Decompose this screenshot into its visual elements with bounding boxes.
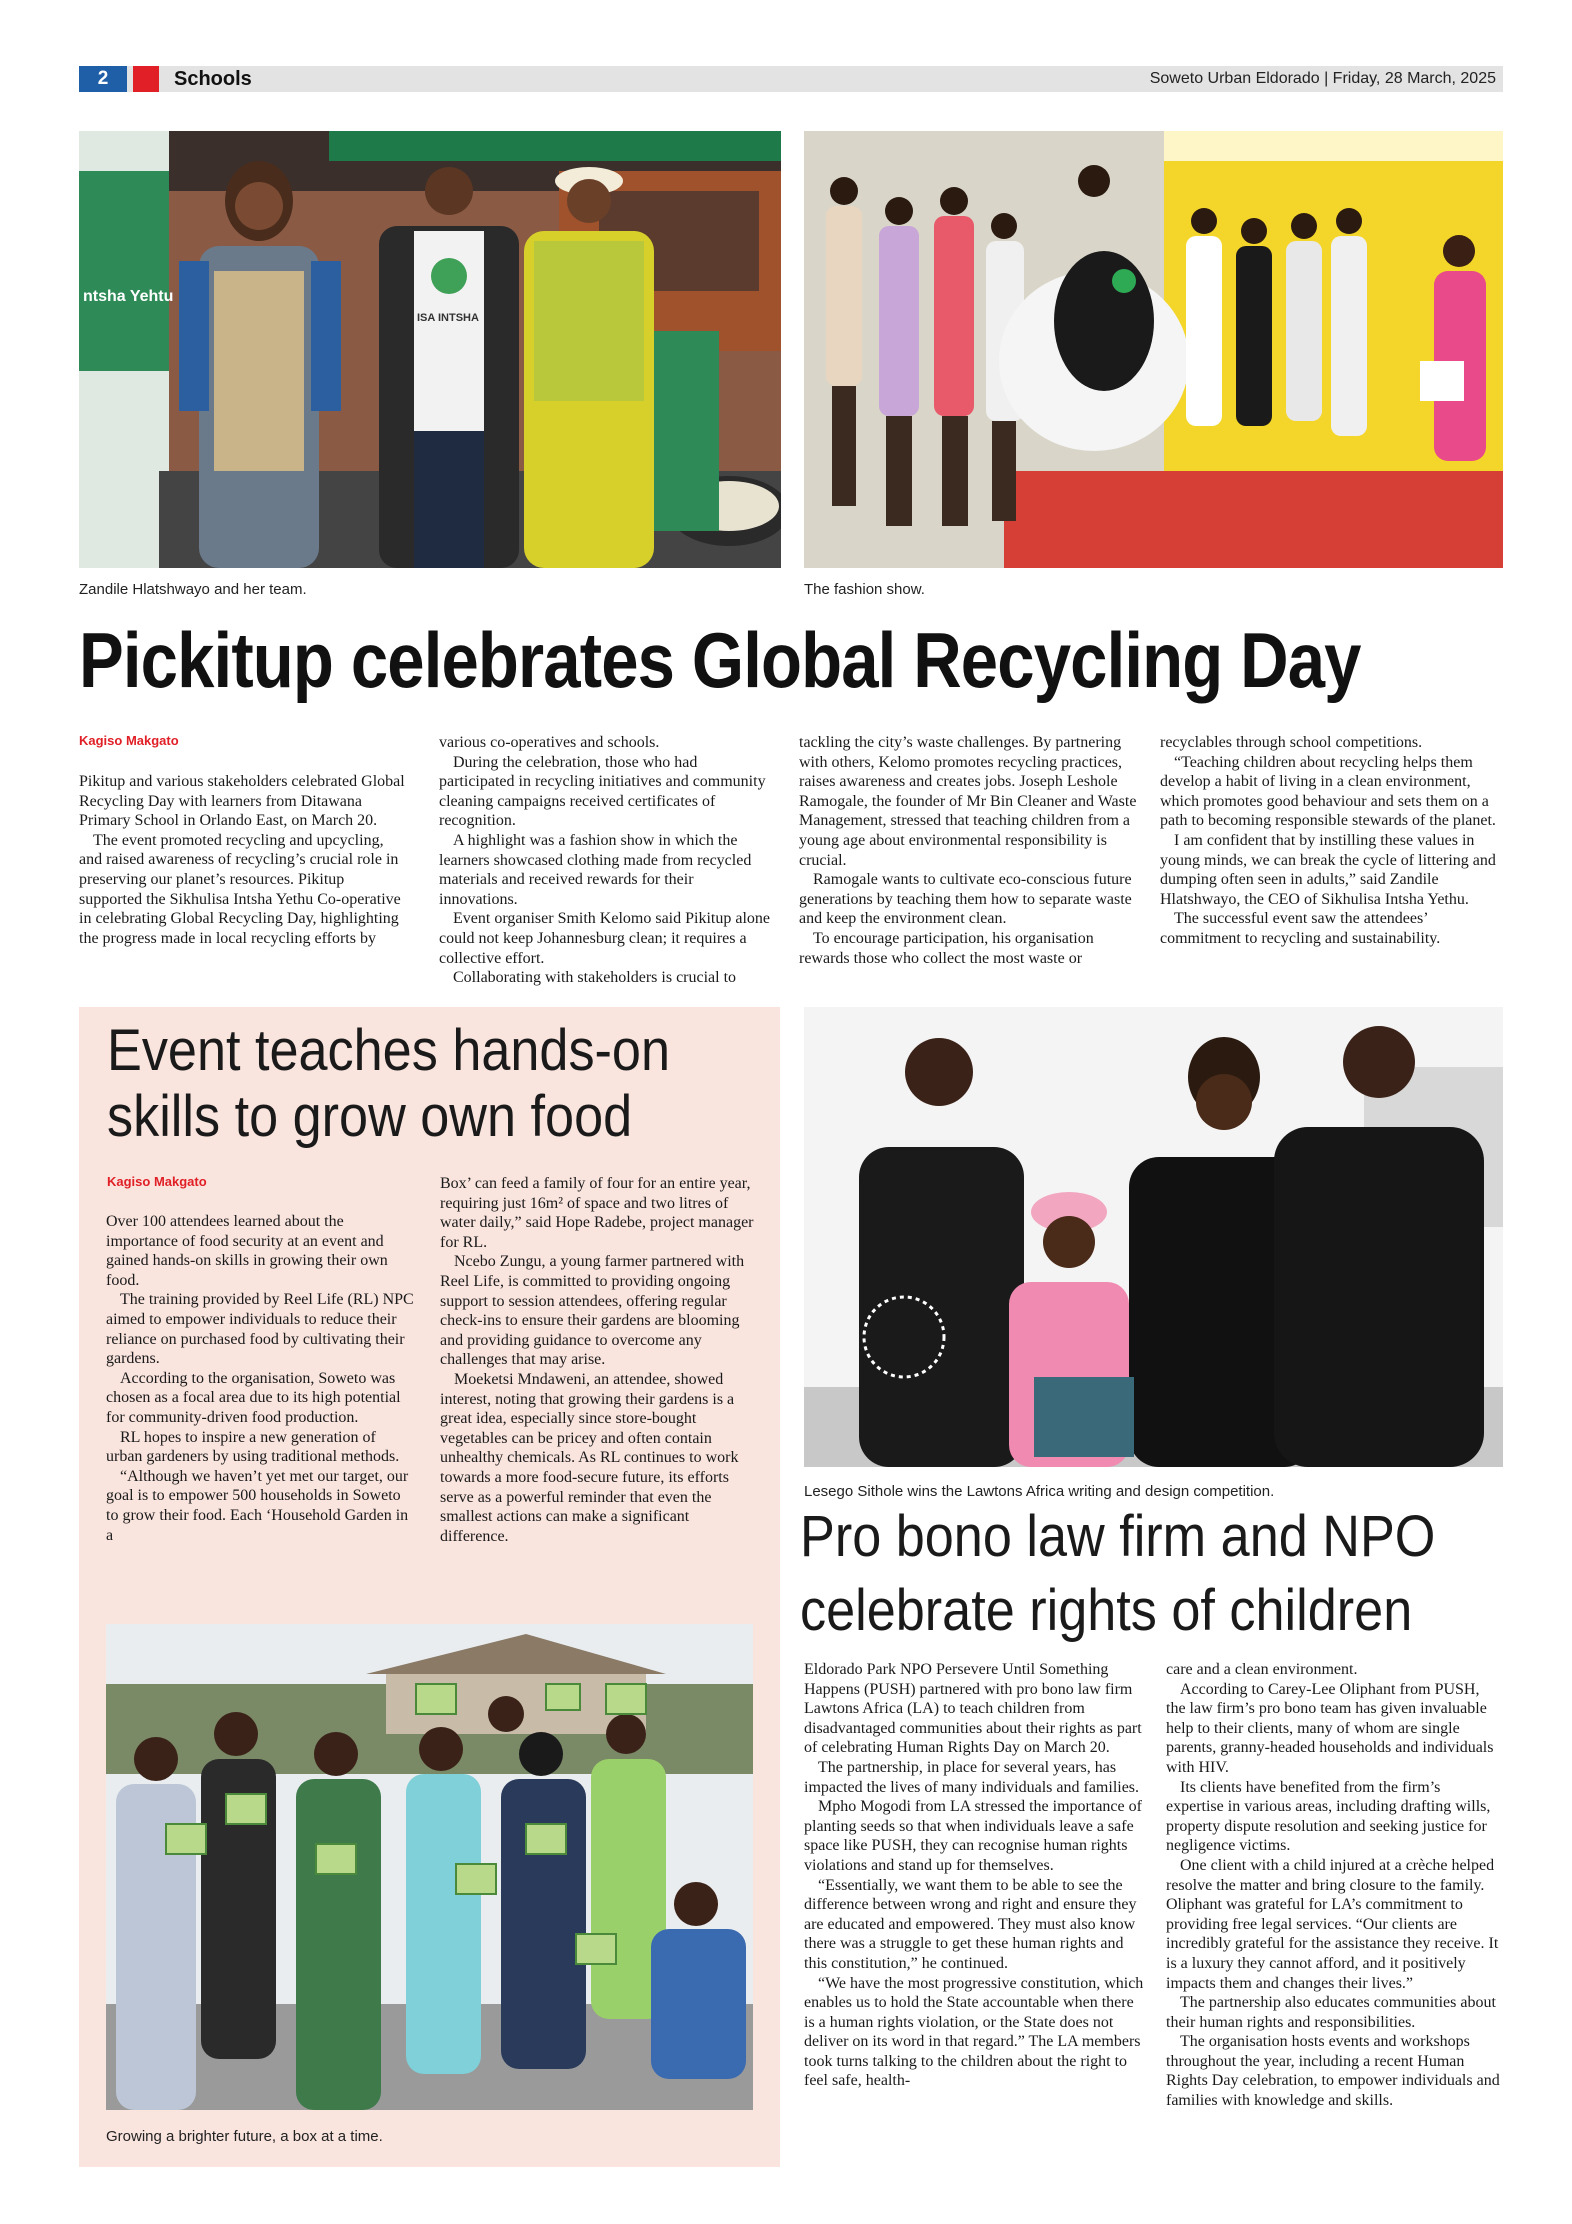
paragraph: “Essentially, we want them to be able to see the difference between wrong and right and ensure they are educated and empowered. They must also know there was a struggle to get these human rights and this constitution,” he continued. — [804, 1876, 1137, 1972]
paragraph: Moeketsi Mndaweni, an attendee, showed interest, noting that growing their gardens is a great idea, especially since store-bought vegetables can be pricey and often contain unhealthy chemicals. As RL continues to work towards a more food-secure future, its efforts serve as a powerful reminder that even the smallest actions can make a significant difference. — [440, 1370, 739, 1545]
article3-column-2 — [1166, 1660, 1502, 2111]
article3-headline: Pro bono law firm and NPO celebrate rights of children — [800, 1504, 1436, 1643]
lawtons-photo-caption: Lesego Sithole wins the Lawtons Africa writing and design competition. — [804, 1483, 1275, 1500]
team-photo-caption: Zandile Hlatshwayo and her team. — [79, 581, 307, 598]
article1-column-2 — [439, 733, 775, 988]
article1-column-1 — [79, 772, 409, 948]
paragraph: The training provided by Reel Life (RL) NPC aimed to empower individuals to reduce their reliance on purchased food by cultivating their gardens. — [106, 1291, 414, 1368]
dateline: Soweto Urban Eldorado | Friday, 28 March, 2025 — [1149, 70, 1496, 87]
paragraph: Mpho Mogodi from LA stressed the importance of planting seeds so that when individuals leave a safe space like PUSH, they can recognise human rights violations and stand up for themselves. — [804, 1798, 1142, 1874]
shirt-text: ISA INTSHA — [417, 312, 479, 324]
paragraph: The successful event saw the attendees’ commitment to recycling and sustainability. — [1160, 910, 1441, 947]
paragraph: Ncebo Zungu, a young farmer partnered with Reel Life, is committed to providing ongoing support to session attendees, offering regular check-ins to ensure their gardens are blooming and providing guidance to overcome any challenges that may arise. — [440, 1253, 745, 1369]
garden-photo — [106, 1624, 753, 2110]
paragraph: The partnership, in place for several years, has impacted the lives of many individuals and families. — [804, 1758, 1140, 1796]
paragraph: The organisation hosts events and workshops throughout the year, including a recent Human Rights Day celebration, to empower individuals and families with knowledge and skills. — [1166, 2033, 1500, 2110]
paragraph: A highlight was a fashion show in which the learners showcased clothing made from recycled materials and received rewards for their innovations. — [439, 831, 752, 908]
paragraph: Pikitup and various stakeholders celebrated Global Recycling Day with learners from Ditawana Primary School in Orlando East, on March 20. — [79, 773, 405, 830]
article3-column-1 — [804, 1660, 1144, 2091]
article1-byline: Kagiso Makgato — [79, 733, 179, 748]
banner-text: ntsha Yehtu — [83, 288, 174, 305]
paragraph: During the celebration, those who had participated in recycling initiatives and community cleaning campaigns received certificates of recognition. — [439, 753, 766, 830]
paragraph: various co-operatives and schools. — [439, 734, 660, 751]
paragraph: Ramogale wants to cultivate eco-conscious future generations by teaching them how to separate waste and keep the environment clean. — [799, 871, 1132, 928]
lawtons-photo — [804, 1007, 1503, 1467]
article1-headline: Pickitup celebrates Global Recycling Day — [79, 616, 1361, 704]
paragraph: “Although we haven’t yet met our target, our goal is to empower 500 households in Soweto to grow their food. Each ‘Household Garden in a — [106, 1467, 409, 1544]
paragraph: Event organiser Smith Kelomo said Pikitup alone could not keep Johannesburg clean; it requires a collective effort. — [439, 910, 770, 967]
article2-column-1 — [106, 1212, 416, 1545]
paragraph: The partnership also educates communities about their human rights and responsibilities. — [1166, 1994, 1496, 2031]
paragraph: Collaborating with stakeholders is crucial to — [453, 969, 737, 987]
article2-byline: Kagiso Makgato — [107, 1174, 207, 1189]
article2-headline: Event teaches hands-on skills to grow own food — [107, 1018, 670, 1149]
paragraph: care and a clean environment. — [1166, 1661, 1358, 1678]
page-number: 2 — [79, 66, 127, 92]
article2-column-2 — [440, 1174, 760, 1546]
paragraph: Its clients have benefited from the firm’s expertise in various areas, including drafting wills, property dispute resolution and seeking justice for negligence victims. — [1166, 1778, 1491, 1855]
section-name: Schools — [174, 68, 252, 90]
paragraph: Over 100 attendees learned about the importance of food security at an event and gained hands-on skills in growing their own food. — [106, 1213, 388, 1289]
paragraph: According to Carey-Lee Oliphant from PUSH, the law firm’s pro bono team has given invaluable help to their clients, many of whom are single parents, granny-headed households and individuals with HIV. — [1166, 1680, 1494, 1776]
team-photo — [79, 131, 781, 568]
paragraph: RL hopes to inspire a new generation of urban gardeners by using traditional methods. — [106, 1428, 400, 1466]
fashion-show-photo — [804, 131, 1503, 568]
article1-column-3 — [799, 733, 1139, 968]
fashion-show-caption: The fashion show. — [804, 581, 925, 598]
paragraph: Eldorado Park NPO Persevere Until Something Happens (PUSH) partnered with pro bono law firm Lawtons Africa (LA) to teach children from disadvantaged communities about their rights as part of celebrating Human Rights Day on March 20. — [804, 1661, 1142, 1757]
paragraph: To encourage participation, his organisation rewards those who collect the most waste or — [799, 929, 1094, 967]
paragraph: “Teaching children about recycling helps them develop a habit of living in a clean environment, which promotes good behaviour and sets them on a path to becoming responsible stewards of the planet. — [1160, 753, 1496, 830]
paragraph: “We have the most progressive constitution, which enables us to hold the State accountable when there is a human rights violation, or the State does not deliver on its word in that regard.” The LA members took turns talking to the children about the right to feel safe, health- — [804, 1974, 1144, 2090]
paragraph: The event promoted recycling and upcycling, and raised awareness of recycling’s crucial role in preserving our planet’s resources. Pikitup supported the Sikhulisa Intsha Yethu Co-operative in celebrating Global Recycling Day, highlighting the progress made in local recycling efforts by — [79, 831, 401, 947]
paragraph: Box’ can feed a family of four for an entire year, requiring just 16m² of space and two litres of water daily,” said Hope Radebe, project manager for RL. — [440, 1175, 754, 1251]
paragraph: One client with a child injured at a crèche helped resolve the matter and bring closure to the family. Oliphant was grateful for LA’s commitment to providing free legal services. “Our clients are incredibly grateful for the assistance they receive. It is a luxury they cannot afford, and it positively impacts them and changes their lives.” — [1166, 1856, 1499, 1992]
paragraph: I am confident that by instilling these values in young minds, we can break the cycle of littering and dumping often seen in adults,” said Zandile Hlatshwayo, the CEO of Sikhulisa Intsha Yethu. — [1160, 831, 1496, 908]
article1-column-4 — [1160, 733, 1502, 949]
paragraph: According to the organisation, Soweto was chosen as a focal area due to its high potential for community-driven food production. — [106, 1369, 401, 1426]
paragraph: recyclables through school competitions. — [1160, 734, 1423, 751]
paragraph: tackling the city’s waste challenges. By partnering with others, Kelomo promotes recycling practices, raises awareness and creates jobs. Joseph Leshole Ramogale, the founder of Mr Bin Cleaner and Waste Management, stressed that teaching children from a young age about environmental responsibility is crucial. — [799, 734, 1137, 869]
section-marker — [133, 66, 159, 92]
garden-photo-caption: Growing a brighter future, a box at a time. — [106, 2128, 383, 2145]
